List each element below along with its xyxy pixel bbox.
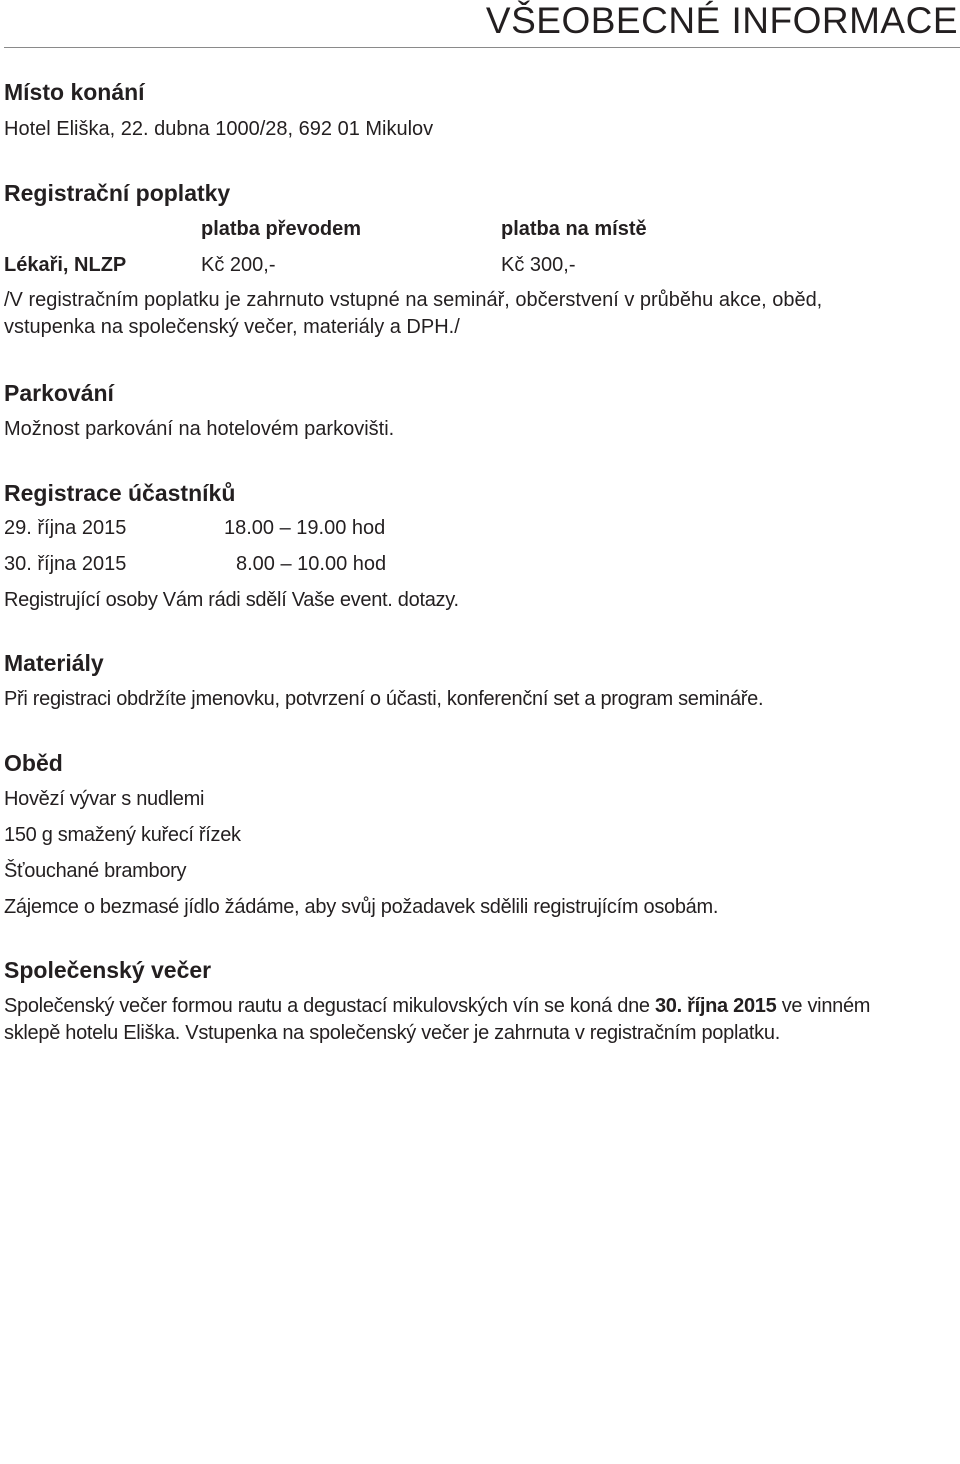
page-header [0,0,960,50]
evening-text-line1 [4,995,870,1018]
evening-text-start: Společenský večer formou rautu a degustací mikulovských vín se koná dne [4,995,655,1017]
evening-date: 30. října 2015 [654,995,777,1017]
fees-heading: Registrační poplatky [4,180,231,206]
header-divider [4,47,960,48]
registration-date-2: 30. října 2015 [4,553,127,575]
fees-row-transfer: Kč 200,- [201,254,276,276]
registration-date-1: 29. října 2015 [4,517,127,539]
lunch-item: 150 g smažený kuřecí řízek [4,824,241,846]
lunch-item: Hovězí vývar s nudlemi [4,788,205,810]
lunch-note: Zájemce o bezmasé jídlo žádáme, aby svůj požadavek sdělili registrujícím osobám. [4,896,719,918]
materials-heading: Materiály [4,650,104,676]
registration-time-1: 18.00 – 19.00 hod [224,517,386,539]
registration-heading: Registrace účastníků [4,480,236,506]
evening-text-line2: sklepě hotelu Eliška. Vstupenka na společenský večer je zahrnuta v registračním poplatku. [4,1022,780,1044]
fees-column-transfer: platba převodem [201,218,362,240]
fees-note-line2: vstupenka na společenský večer, materiály a DPH./ [4,316,460,338]
fees-note-line1: /V registračním poplatku je zahrnuto vstupné na seminář, občerstvení v průběhu akce, oběd, [4,289,823,311]
parking-heading: Parkování [4,380,114,406]
fees-row-label: Lékaři, NLZP [4,254,127,276]
lunch-item: Šťouchané brambory [4,860,187,882]
materials-text: Při registraci obdržíte jmenovku, potvrzení o účasti, konferenční set a program semináře. [4,688,764,710]
registration-note: Registrující osoby Vám rádi sdělí Vaše event. dotazy. [4,589,459,611]
venue-address: Hotel Eliška, 22. dubna 1000/28, 692 01 Mikulov [4,118,434,140]
parking-text: Možnost parkování na hotelovém parkovišti. [4,418,395,440]
evening-text-end: ve vinném [776,995,871,1017]
registration-time-2: 8.00 – 10.00 hod [236,553,387,575]
fees-row-onsite: Kč 300,- [501,254,576,276]
fees-column-onsite: platba na místě [501,218,647,240]
evening-heading: Společenský večer [4,957,212,983]
lunch-heading: Oběd [4,750,63,776]
page-title: VŠEOBECNÉ INFORMACE [485,0,958,41]
venue-heading: Místo konání [4,79,145,105]
